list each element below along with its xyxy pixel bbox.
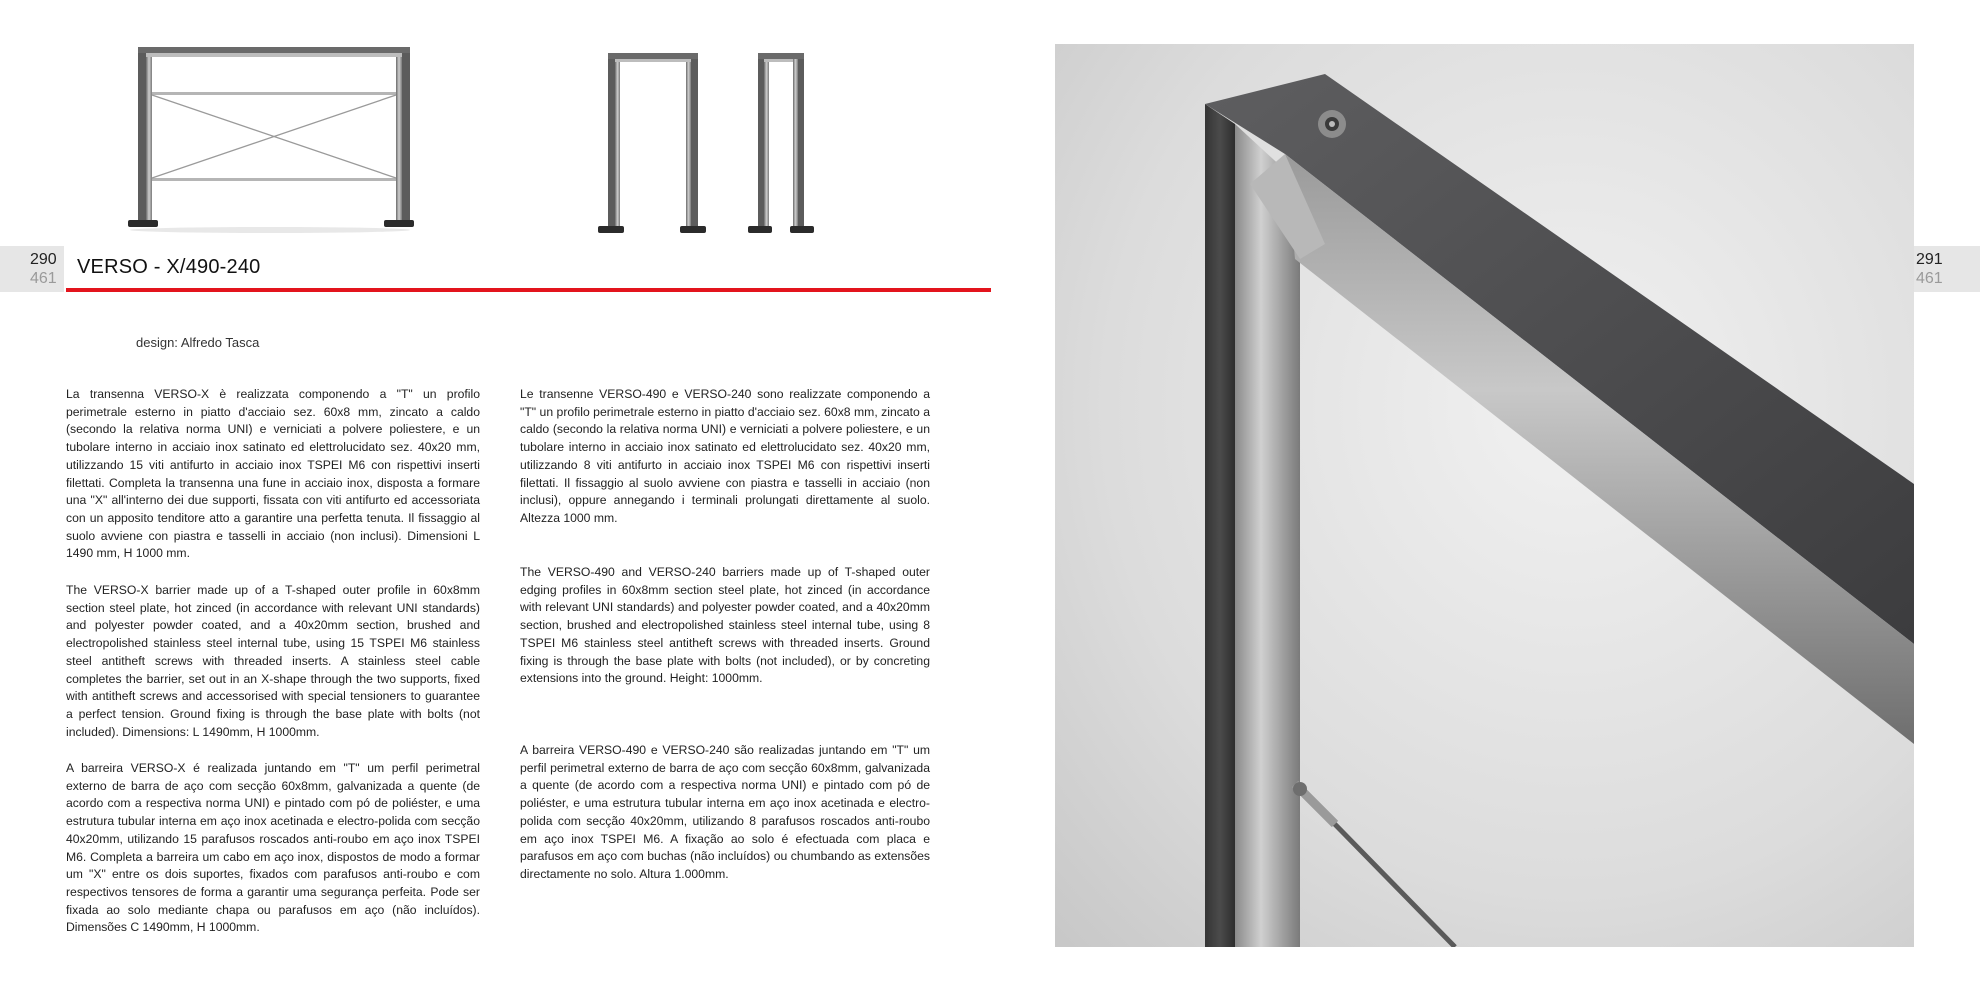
page-total: 461	[30, 270, 57, 287]
verso-490-product-image	[598, 50, 708, 238]
page-number-tab-left	[0, 246, 64, 292]
description-portuguese-490-240: A barreira VERSO-490 e VERSO-240 são realizadas juntando em "T" um perfil perimetral externo de barra de aço com secção 60x8mm, galvanizada a quente (de acordo com a respectiva norma UNI) e pintado com pó de poliéster, e uma estrutura tubular interna em aço inox acetinada e electro-polida com secção 40x20mm, utilizando 8 parafusos roscados anti-roubo em aço inox TSPEI M6. A fixação ao solo é efectuada com placa e parafusos em aço com buchas (não incluídos) ou chumbando as extensões directamente no solo. Altura 1.000mm.	[520, 743, 930, 881]
description-italian-490-240: Le transenne VERSO-490 e VERSO-240 sono realizzate componendo a "T" un profilo perimetrale esterno in piatto d'acciaio sez. 60x8 mm, zincato a caldo (secondo la relativa norma UNI) e verniciati a polvere poliestere, e un tubolare interno in acciaio inox satinato ed elettrolucidato sez. 40x20 mm, utilizzando 8 viti antifurto in acciaio inox TSPEI M6 con rispettivi inserti filettati. Il fissaggio al suolo avviene con piastra e tasselli in acciaio (non inclusi), oppure annegando i terminali prolungati direttamente al suolo. Altezza 1000 mm.	[520, 387, 930, 525]
description-italian-x: La transenna VERSO-X è realizzata componendo a "T" un profilo perimetrale esterno in piatto d'acciaio sez. 60x8 mm, zincato a caldo (secondo la relativa norma UNI) e verniciati a polvere poliestere, e un tubolare interno in acciaio inox satinato ed elettrolucidato sez. 40x20 mm, utilizzando 15 viti antifurto in acciaio inox TSPEI M6 con rispettivi inserti filettati. Completa la transenna una fune in acciaio inox, disposta a formare una "X" all'interno dei due supporti, fissata con viti antifurto ed accessoriata con un apposito tenditore atto a garantire una perfetta tenuta. Il fissaggio al suolo avviene con piastra e tasselli in acciaio (non inclusi). Dimensioni L 1490 mm, H 1000 mm.	[66, 387, 480, 561]
page-title: VERSO - X/490-240	[77, 256, 261, 278]
barrier-detail-photo	[1055, 44, 1914, 947]
verso-x-product-image	[120, 40, 420, 235]
page-number: 290	[30, 251, 57, 268]
description-english-490-240: The VERSO-490 and VERSO-240 barriers made up of T-shaped outer edging profiles in 60x8mm section steel plate, hot zinced (in accordance with relevant UNI standards) and polyester powder coated, and a 40x20mm section, brushed and electropolished stainless steel internal tube, using 8 TSPEI M6 stainless steel antitheft screws with threaded inserts. Ground fixing is through the base plate with bolts (not included), or by concreting extensions into the ground. Height: 1000mm.	[520, 565, 930, 686]
title-divider	[66, 288, 991, 292]
page-total: 461	[1916, 270, 1943, 287]
verso-240-product-image	[746, 50, 816, 238]
description-portuguese-x: A barreira VERSO-X é realizada juntando em "T" um perfil perimetral externo de barra de aço com secção 60x8mm, galvanizada a quente (de acordo com a respectiva norma UNI) e pintado com pó de poliéster, e uma estrutura tubular interna em aço inox acetinada e electro-polida com secção 40x20mm, utilizando 15 parafusos roscados anti-roubo em aço inox TSPEI M6. Completa a barreira um cabo em aço inox, dispostos de modo a formar um "X" entre os dois suportes, fixados com parafusos anti-roubo e com respectivos tensores de forma a garantir uma segurança perfeita. Pode ser fixada ao solo mediante chapa ou parafusos em aço (não incluídos). Dimensões C 1490mm, H 1000mm.	[66, 761, 480, 935]
designer-credit: design: Alfredo Tasca	[136, 335, 260, 350]
page-number: 291	[1916, 251, 1943, 268]
description-english-x: The VERSO-X barrier made up of a T-shaped outer profile in 60x8mm section steel plate, hot zinced (in accordance with relevant UNI standards) and polyester powder coated, and a 40x20mm section, brushed and electropolished stainless steel internal tube, using 15 TSPEI M6 stainless steel antitheft screws with threaded inserts. A stainless steel cable completes the barrier, set out in an X-shape through the two supports, fixed with antitheft screws and accessorised with special tensioners to guarantee a perfect tension. Ground fixing is through the base plate with bolts (not included). Dimensions: L 1490mm, H 1000mm.	[66, 583, 480, 739]
